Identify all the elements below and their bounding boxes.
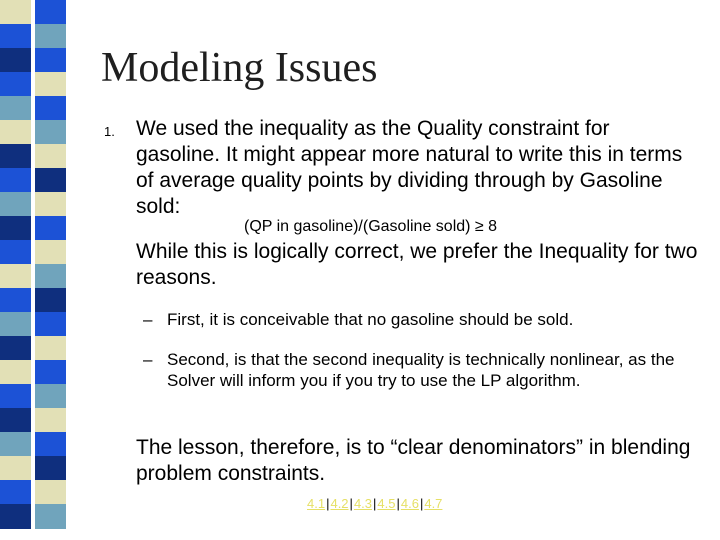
sidebar-tile xyxy=(0,216,31,241)
sidebar-tile xyxy=(0,264,31,289)
dash-bullet: – xyxy=(143,350,153,369)
sidebar-tile xyxy=(0,192,31,217)
sidebar-tile xyxy=(0,48,31,73)
list-item-number: 1. xyxy=(104,124,115,139)
sidebar-tile xyxy=(0,360,31,385)
slide-title: Modeling Issues xyxy=(101,45,378,91)
sub-point-text: Second, is that the second inequality is technically nonlinear, as the Solver will inform you if you try to use the LP algorithm. xyxy=(167,350,675,390)
sidebar-tile xyxy=(35,264,66,289)
sidebar-tile xyxy=(35,312,66,337)
sidebar-tile xyxy=(35,48,66,73)
sidebar-tile xyxy=(0,120,31,145)
sidebar-tile xyxy=(35,480,66,505)
sidebar-tile xyxy=(35,216,66,241)
sidebar-tile xyxy=(0,504,31,529)
sidebar-tile xyxy=(35,360,66,385)
sidebar-tile xyxy=(35,432,66,457)
sidebar-tile xyxy=(0,168,31,193)
sidebar-tile xyxy=(0,456,31,481)
sidebar-tile xyxy=(35,0,66,25)
sub-point-second xyxy=(143,349,703,391)
link-4-7[interactable]: 4.7 xyxy=(424,496,443,511)
sidebar-tile xyxy=(35,288,66,313)
link-separator: | xyxy=(419,496,424,511)
link-separator: | xyxy=(396,496,400,511)
sidebar-tile xyxy=(35,384,66,409)
sidebar-tile xyxy=(35,240,66,265)
sidebar-tile xyxy=(35,168,66,193)
decorative-tile-sidebar xyxy=(0,0,70,540)
sidebar-tile xyxy=(0,96,31,121)
sidebar-tile xyxy=(0,384,31,409)
footer-navigation xyxy=(307,496,442,511)
sidebar-tile xyxy=(0,72,31,97)
link-4-5[interactable]: 4.5 xyxy=(377,496,396,511)
sidebar-tile xyxy=(35,72,66,97)
sidebar-tile xyxy=(35,408,66,433)
link-4-3[interactable]: 4.3 xyxy=(353,496,373,511)
paragraph-reasons: While this is logically correct, we prefer the Inequality for two reasons. xyxy=(136,240,698,289)
link-separator: | xyxy=(326,496,330,511)
sidebar-tile xyxy=(0,288,31,313)
sidebar-tile xyxy=(0,240,31,265)
sidebar-tile xyxy=(0,144,31,169)
sidebar-tile xyxy=(0,480,31,505)
sub-point-text: First, it is conceivable that no gasoline should be sold. xyxy=(167,310,574,329)
sidebar-tile xyxy=(35,192,66,217)
sidebar-tile xyxy=(35,120,66,145)
sidebar-tile xyxy=(35,24,66,49)
link-separator: | xyxy=(373,496,377,511)
sidebar-tile xyxy=(35,504,66,529)
sidebar-tile xyxy=(0,408,31,433)
sub-point-first xyxy=(143,309,683,330)
dash-bullet: – xyxy=(143,310,153,329)
paragraph-lesson: The lesson, therefore, is to “clear denominators” in blending problem constraints. xyxy=(136,436,691,485)
paragraph-intro: We used the inequality as the Quality constraint for gasoline. It might appear more natural to write this in terms of average quality points by dividing through by Gasoline sold: xyxy=(136,117,683,218)
sidebar-tile xyxy=(0,432,31,457)
link-4-6[interactable]: 4.6 xyxy=(400,496,419,511)
sidebar-tile xyxy=(0,0,31,25)
sidebar-tile xyxy=(35,96,66,121)
link-separator: | xyxy=(349,496,353,511)
link-4-1[interactable]: 4.1 xyxy=(307,496,326,511)
sidebar-tile xyxy=(0,312,31,337)
sidebar-tile xyxy=(35,336,66,361)
sidebar-tile xyxy=(35,144,66,169)
link-4-2[interactable]: 4.2 xyxy=(330,496,349,511)
sidebar-tile xyxy=(0,24,31,49)
sidebar-tile xyxy=(35,456,66,481)
formula: (QP in gasoline)/(Gasoline sold) ≥ 8 xyxy=(244,218,498,235)
sidebar-tile xyxy=(0,336,31,361)
